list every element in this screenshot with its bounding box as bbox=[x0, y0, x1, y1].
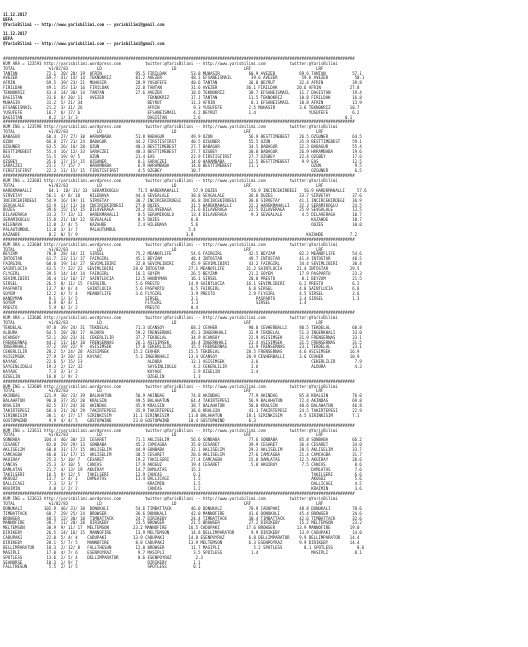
table-row: CANCAS 25.3 3/ 10/ 5 CANCAS 17.9 AKOGUZ 19.4 CESARET 5.8 AKUIRAY 7.5 CANCAS 8.6 bbox=[3, 461, 362, 467]
table-row: KAZAHDE 8.2 0/ 5/ 9 3.8 KAZAHDE 7.2 bbox=[3, 231, 358, 237]
table-row: KRAIMIN 4.0 1/ 2/ 2 CANCAS 1.2 KRAIMIN 3.6 bbox=[3, 486, 362, 492]
column-header-line: TOTAL %1/82/83 LD LD LRF LRF bbox=[3, 319, 324, 325]
table-row: TAKIRTEPESI 68.4 21/ 26/ 29 TAKIRTEPESI 35.9 TAKIRTEPESI 38.6 KRALSIN 41.1 TAKIRTEPESI 24.5 TAKIRTEPESI 22.9 bbox=[3, 407, 362, 413]
table-row: BALAHATUN 90.8 37/ 35/ 20 KRALSIN 49.5 BALAHATUN 64.4 TAKIRTEPESI 56.9 BALAHATUN 72.4 AKINDAG 69.8 bbox=[3, 398, 362, 404]
table-row: MELTEMSON 30.9 9/ 11/ 17 MELTEMSON 23.2 MANNOFIRE 16.5 CADUPAKI 17.6 BROWSER 13.9 MANNOFIRE 19.0 bbox=[3, 525, 360, 531]
race-title-line: KUM ARA = 123606 http://yarisbilimi.wordpress.com twitter:@YarisBilimi -- http://www.yarisbilimi.com twitter:@YarisBilimi bbox=[3, 315, 338, 321]
table-row: SERAMIKOGLU 15.0 21/ 10/ 22 SEVGALALE 8.5 DUZES 6.0 KAZAHDE 10.7 bbox=[3, 217, 362, 223]
table-row: INGERKHALI 37.2 19/ 22/ 9 ASISIMSEK 17.0 CEKERLILIR 15.5 FRENSERNAS 13.9 FRENSERNAS 23.1 TEKDELAL 23.1 bbox=[3, 344, 362, 350]
table-row: SEVGALALE 42.9 11/ 11/ 14 INCIRCEKIRDEGI 27.8 DUZES 31.5 HAREKMAHALLI 22.3 HAREKMAHALLI 32.3 SERAMIKOGLU 24.5 bbox=[3, 202, 362, 208]
table-row: UCANSOY 52.1 20/ 23/ 31 CEKERLILIR 37.7 TEKDELAL 34.9 UCANSOY 22.9 ASISIMSEK 31.9 FRENSERNAS 33.1 bbox=[3, 334, 362, 340]
table-row: TEKNOKRIZ 43.4 14/ 30/ 14 TANTAN 27.6 AVEZER 18.6 TEKNOKRIZ 30.7 EFSANEISMAIL 11.7 DAGISTAN 19.4 bbox=[3, 90, 362, 96]
race-title-line: KUM ING = 123609 http://yarisbilimi.wordpress.com twitter:@YarisBilimi -- http://www.yarisbilimi.com twitter:@YarisBilimi bbox=[3, 383, 338, 389]
table-row: AKINDAG 121.9 30/ 23/ 39 BALAHATUN 50.9 AKINDAG 74.8 AKINDAG 77.9 AKINDAG 85.8 KRALSIN 76.0 bbox=[3, 393, 362, 399]
table-row: SPOTLESS 13.6 2/ 5/ 4 DELLIMPARATOR 8.6 ESENPOYRAZ 2.3 bbox=[3, 554, 203, 560]
table-row: SAINTLUCIA 43.5 7/ 22/ 22 SEVIMLIBIRI 28.0 INTOSTAR 27.1 MEANOFLIFE 31.2 SAINTLUCIA 21.4 INTOSTAR 29.5 bbox=[3, 266, 360, 272]
table-row: MANNOFIRE 38.7 11/ 20/ 20 DIRIKEBY 23.5 BROWSER 21.5 BROWSER 27.2 DIRIKEBY 15.2 MELTEMSON 23.2 bbox=[3, 520, 362, 526]
table-row: SARACZEI 23.1 7/ 15/ 7 HARAMBABA 6.9 HARAMBABA 14.0 BESTTIMEBEST 11.1 OZUN 9.5 bbox=[3, 163, 362, 169]
section-divider: ################################################################################################################################################## bbox=[3, 491, 355, 497]
table-row: CADUPAKI 22.0 5/ 4/ 4 CADUPAKI 13.9 CADUPAKI 14.8 ESENPOYRAZ 6.8 DELLIMPARATOR 9.9 DELLIMPARATOR 14.4 bbox=[3, 535, 360, 541]
table-row: KRALSIN 82.5 37/ 24/ 36 AKINDAG 45.9 KRALSIN 38.7 BALAHATUN 50.0 KRALSIN 40.6 BALAHATUN 46.8 bbox=[3, 403, 362, 409]
table-row: DELLIMPARATOR 18.3 2/ 12/ 8 FALLTHESUN 12.8 BROWSER 11.7 MASIPLI 5.2 SPOTLESS 8.1 SPOTLESS 8.6 bbox=[3, 544, 365, 550]
table-row: EAS 51.5 19/ 9/ 5 OZUN 21.4 EAS 22.9 FIRSTISFIRST 27.7 OZGBEY 22.4 OZGBEY 17.6 bbox=[3, 153, 362, 159]
table-row: GOSTOPWIND 9.9 4/ 4/ 5 GOSTOPWIND 23.0 GOSTOPWIND 10.4 GOSTOPWIND 6.3 bbox=[3, 417, 256, 423]
table-row: HAREKMAHALLI 64.1 18/ 31/ 33 SERAMIKOGLU 71.5 HAREKMAHALLI 57.9 DUZES 56.9 INCIRCEKIRDEGI 56.9 HAREKMAHALLI 57.6 bbox=[3, 187, 367, 193]
race-title-line: KUM ING = 123601 http://yarisbilimi.wordpress.com twitter:@YarisBilimi -- http://www.yarisbilimi.com twitter:@YarisBilimi bbox=[3, 178, 338, 184]
header-line: @YarisBilimi -- http://www.yarisbilimi.com -- yarisbilimi@gmail.com bbox=[3, 41, 165, 47]
race-sections bbox=[3, 57, 525, 571]
table-row: DAMLATAS 21.7 4/ 13/ 19 AKUIRAY 14.7 DAMLATAS 15.3 DAMLATAS 7.6 bbox=[3, 466, 362, 472]
table-row: CAMCAGBA 46.0 31/ 17/ 15 AKLISELIM 30.5 CESARET 28.6 AKLISELIM 27.6 CAMCAGBA 21.4 CAMCAGBA 31.7 bbox=[3, 452, 362, 457]
table-row: CESARET 82.0 29/ 29/ 13 SONBABA 45.2 CAMCAGBA 35.0 CESARET 39.9 CESARET 36.4 CESARET 34.0 bbox=[3, 442, 362, 448]
table-row: AFRIN 69.5 39/ 23/ 21 MUHASIR 28.9 YUSUFEFE 40.6 TANTAN 36.8 BEYRUT 32.4 AFRIN 39.8 bbox=[3, 80, 362, 86]
header-line: UEFA bbox=[3, 16, 13, 22]
table-row: YUSUFEFE 16.7 6/ 17/ 6 EFSANEISMAIL 4.2 BEYRUT 1.4 YUSUFEFE 6.2 bbox=[3, 109, 360, 115]
header-line: @YarisBilimi -- http://www.yarisbilimi.com -- yarisbilimi@gmail.com bbox=[3, 21, 165, 27]
table-row: PRESTO 5.9 0/ 2/ 2 PRESTO 0.4 bbox=[3, 305, 199, 311]
section-divider: ################################################################################################################################################## bbox=[3, 55, 355, 61]
table-row: OZGUNER 63.5 26/ 16/ 20 OZUN 40.3 BESTTIMEBEST 27.7 BABAGUR 34.5 BABAGUR 32.3 BABAGUR 55.4 bbox=[3, 143, 362, 149]
table-row: MASIPLI 17.0 4/ 7/ 6 ESENPOYRAZ 9.7 MASIPLI 3.5 SPOTLESS 1.4 MASIPLI 8.1 bbox=[3, 549, 362, 555]
table-row: SIRVETAY 56.1 4/ 8/ 18 HILENAVA 44.4 SEVGALALE 38.8 SEVGALALE 36.8 DUZES 33.7 SIRVETAY 37.6 bbox=[3, 192, 362, 198]
table-row: BABAGUR 68.4 27/ 27/ 30 HARAMBABA 51.8 BABAGUR 49.9 OZUN 56.9 BESTTIMEBEST 26.5 OZGUNER 64.5 bbox=[3, 134, 362, 140]
section-divider: ################################################################################################################################################## bbox=[3, 119, 355, 125]
race-section bbox=[3, 424, 525, 492]
race-section bbox=[3, 57, 525, 121]
table-row: HILENAVA 12.0 2/ 4/ 5 KAZAHDE 2.4 HILENAVA 5.6 OUZES 10.0 bbox=[3, 222, 362, 228]
report-document bbox=[3, 3, 525, 644]
table-row: FIRILDAK 49.1 35/ 13/ 16 FIRILDAK 22.0 TANTAN 31.6 AVEZER 36.1 FIRILDAK 20.6 AFRIN 27.8 bbox=[3, 85, 360, 91]
column-header-line: TOTAL %1/82/83 LD LD LRF LRF bbox=[3, 432, 324, 438]
table-row: DALLICAGI 7.3 1/ 1/ 7 KRAIMIN 1.5 DALLICAGI 4.5 bbox=[3, 481, 362, 487]
section-divider: ################################################################################################################################################## bbox=[3, 236, 355, 242]
race-section bbox=[3, 492, 525, 570]
table-row: FALLTHESUN 5.5 2/ 1/ 5 SPOTLESS 0.1 bbox=[3, 564, 201, 570]
race-section bbox=[3, 380, 525, 424]
table-row: AVEZER 69.7 41/ 14/ 14 TEKNOKRIZ 81.2 AVEZER 48.1 EFSANEISMAIL 39.6 AVEZER 59.6 AVEZER 50.1 bbox=[3, 75, 365, 81]
table-row: ASISIMSEK 27.9 3/ 20/ 12 KAYAUC 5.3 INGERKHALI 13.4 UCANSOY 20.9 CEVHERBALLI 3.6 CEVHER 10.9 bbox=[3, 354, 360, 360]
section-divider: ################################################################################################################################################## bbox=[3, 378, 355, 384]
table-row: DIRIKEBY 26.5 14/ 16/ 15 MANNOFIRE 13.9 MELTEMSON 14.8 DELLIMPARATOR 9.9 DIRIKEBY 13.9 CADUPAKI 14.0 bbox=[3, 530, 362, 536]
report-header bbox=[3, 13, 525, 47]
table-row: DUZES 39.6 15/ 15/ 15 DILAVERAGA 24.2 OILAVERAGA 21.6 DILAVERAGA 22.5 DILAVERAGA 25.9 SEVGALALE 13.5 bbox=[3, 207, 362, 213]
table-row: PASPARTU 13.7 8/ 6/ 4 SAINTLUCIA 5.6 PASPARTU 6.5 FAIRGIRL 6.8 SIRSEL 4.8 SAINTLUCIA 6.8 bbox=[3, 285, 360, 291]
table-row: INTOSTAR 61.7 23/ 11/ 17 FAIRGIRL 45.1 BEYZAM 48.4 INTOSTAR 49.7 INTOSTAR 41.4 INTOSTAR 48.5 bbox=[3, 256, 362, 262]
table-row: OZGBEY 35.6 17/ 15/ 15 OZGUNER 8.1 SARACZEI 14.0 HARAMBABA 12.5 BESTTIMEBEST 9.9 EAS 12.5 bbox=[3, 158, 362, 164]
table-row: SOYEM 6.9 0/ 4/ 1 FLYGIRL 1.3 SIRSEL 1.4 bbox=[3, 300, 307, 306]
table-row: BEYZAM 70.8 28/ 16/ 21 SIRSEL 75.2 MEANOFLIFE 54.6 FAIRGIRL 42.5 BEYZAM 82.2 MEANOFLIFE 54.6 bbox=[3, 251, 362, 257]
table-row: DONUKALI 102.9 46/ 31/ 30 DONUKALI 54.6 TIMBATTACK 46.0 DONUKALI 70.9 CADUPAKI 48.8 DONUKALI 70.6 bbox=[3, 505, 362, 511]
table-row: FIRSTISFIRST 22.3 11/ 15/ 15 FIRSTISFIRST 4.5 OZGBEY 10.7 OZGUNER 6.5 bbox=[3, 168, 362, 174]
race-title-line: KUM ARA = 123593 http://yarisbilimi.wordpress.com twitter:@YarisBilimi -- http://www.yarisbilimi.com twitter:@YarisBilimi bbox=[3, 60, 338, 66]
table-row: DIRIKEBY 20.1 5/ 7/ 5 MANNOFIRE 8.8 CADUPAKI 13.9 MELTEMSON 6.3 ESENPOYRAZ 9.9 DIRIKEBY 14.4 bbox=[3, 540, 360, 546]
race-title-line: KUM ING = 123611 http://yarisbilimi.wordpress.com twitter:@YarisBilimi -- http://www.yarisbilimi.com twitter:@YarisBilimi bbox=[3, 427, 338, 433]
section-divider: ################################################################################################################################################## bbox=[3, 310, 355, 316]
table-row: HANDYMAN 9.1 1/ 3/ 5 SIRSEL 3.1 PASPARTU 3.4 SIRSEL 1.3 bbox=[3, 295, 360, 301]
table-row: OZGELIN 16.8 1/ 9/ 2 OZGELIN 1.3 bbox=[3, 373, 201, 379]
table-row: TAKILSERI 16.5 9/ 12/ 5 TAKILSERI 12.9 CANCAS 6.1 TAKILSERI 6.6 bbox=[3, 471, 362, 477]
table-row: TANTAN 72.1 20/ 20/ 19 AFRIN 95.5 FIRILDAK 53.8 MUHASIR 60.9 AVEZER 69.6 TANTAN 57.1 bbox=[3, 70, 362, 76]
table-row: DILAVERAGA 33.3 7/ 13/ 13 HAREKMAHALLI 8.5 SERAMIKOGLU 13.4 DILAVERAGA 9.3 SEVGALALE 4.5 DILAVERAGA 10.7 bbox=[3, 212, 362, 218]
table-row: AKLISELIM 60.8 31/ 17/ 15 AKLISELIM 44.9 SONBABA 32.1 AKLISELIM 29.2 AKLISELIM 28.5 AKLISELIM 33.7 bbox=[3, 447, 362, 453]
table-row: SIRINKISIM 30.1 4/ 17/ 17 SIRINKISIM 31.1 SIRINKISIM 11.0 BALAHATUN 18.1 SIRINKISIM 4.5 SIRINKISIM 7.1 bbox=[3, 412, 360, 418]
header-line: 11.12.2017 bbox=[3, 11, 28, 17]
table-row: EFSANEISMAIL 21.2 3/ 31/ 26 AFRIN 9.3 YUSUFEFE 2.5 MUHASIR 3.6 TEKNOKRIZ 10.7 bbox=[3, 104, 360, 110]
table-row: KAYAUC 22.6 5/ 15/ 13 ALDURA 12.1 ASISIMSEK 3.6 CEKERLILIR 7.9 bbox=[3, 359, 362, 365]
table-row: PALAUTUMBUL 11.0 3/ 3/ 7 PALAUTUMBUL 5.4 bbox=[3, 227, 196, 233]
table-row: OZUN 66.8 27/ 21/ 24 BABAGUR 44.2 FIRSTISFIRST 40.5 OZGUNER 55.5 OZUN 35.9 BESTTIMEBEST 59.1 bbox=[3, 139, 362, 144]
table-row: SIRSEL 26.5 0/ 11/ 15 FAIRGIRL 5.6 PRESTO 14.9 SAINTLUCIA 16.1 SEVIMLIBIRI 6.2 PRESTO 6.2 bbox=[3, 280, 360, 286]
table-row: BESTTIMEBEST 55.4 16/ 12/ 33 SARACZEI 40.3 BESTTIMEBEST 27.7 OZGBEY 30.0 BABAGUR 26.9 HARAMBABA 19.6 bbox=[3, 148, 362, 154]
column-header-line: TOTAL %1/82/83 LD LD LRF LRF bbox=[3, 500, 324, 506]
header-line: 11.12.2017 bbox=[3, 31, 28, 37]
table-row: SAYGINLIOGLU 19.3 2/ 12/ 32 SAYGINLIOGLU 4.2 CEKERLILIR 3.6 ALDURA 4.3 bbox=[3, 363, 362, 369]
table-row: TEKDELAL 97.8 39/ 24/ 31 TEKDELAL 71.3 UCANSOY 68.2 CEVHER 90.8 CEVHERBALLI 80.5 TEKDELAL 60.8 bbox=[3, 324, 362, 330]
column-header-line: TOTAL %1/82/83 LD LD LRF LRF bbox=[3, 183, 324, 189]
table-row: AKUIRAY 25.3 5/ 10/ 7 CESARET 19.2 TAKILSERI 27.4 CAMCAGBA 15.8 DAMLATAS 12.5 AKUIRAY 20.6 bbox=[3, 456, 362, 462]
race-title-line: KUM ARA = 123604 http://yarisbilimi.wordpress.com twitter:@YarisBilimi -- http://www.yarisbilimi.com twitter:@YarisBilimi bbox=[3, 241, 338, 247]
table-row: SEANORSE 10.3 1/ 9/ 7 DIRIKEBY 1.1 bbox=[3, 559, 201, 565]
table-row: ALDURA 64.5 28/ 28/ 17 ALDURA 59.2 FRENSERNAS 45.3 INGERKHALI 32.9 TEKDELAL 51.3 INGERKHALI 33.0 bbox=[3, 329, 362, 335]
column-header-line: TOTAL %1/82/83 LD LD LRF LRF bbox=[3, 65, 324, 71]
table-row: DAGISTAN 33.6 8/ 20/ 11 AVEZER TEKNOKRIZ 17.1 TANTAN 11.5 TEKNOKRIZ 10.8 FIRILDAK 16.8 bbox=[3, 94, 362, 100]
column-header-line: TOTAL %1/82/83 LD LD LRF LRF bbox=[3, 246, 324, 252]
table-row: BROWSER 48.5 12/ 30/ 10 TIMBATTACK 24.7 DIRIKEBY 24.4 TIMBATTACK 30.4 TIMBATTACK 42.6 TIMBATTACK 32.6 bbox=[3, 515, 362, 521]
race-section bbox=[3, 120, 525, 174]
race-title-line: KUM ING = 123613 http://yarisbilimi.wordpress.com twitter:@YarisBilimi -- http://www.yarisbilimi.com twitter:@YarisBilimi bbox=[3, 496, 338, 502]
table-row: SOYEM 12.2 6/ 7/ 4 MEANOFLIFE 3.6 FLYGIRL 3.9 PRESTO 2.9 FLYGIRL 4.5 SIRSEL 3.6 bbox=[3, 290, 360, 296]
table-row: SEVIMLIBIRI 36.4 11/ 16/ 17 SAINTLUCIA 12.5 HANDYMAN 16.1 SIRSEL 20.8 PRESTO 8.1 BEYZAM 21.5 bbox=[3, 275, 362, 281]
table-row: SONBABA 104.4 46/ 30/ 23 CESARET 71.1 AKLISELIM 56.6 SONBABA 77.6 SONBABA 85.8 SONBABA 66.2 bbox=[3, 437, 362, 443]
table-row: KAYAUC 7.3 3/ 3/ 2 KAYAUC 2.9 OZGELIN 2.4 bbox=[3, 368, 259, 374]
table-row: INCIRCEKIRDEGI 54.9 16/ 19/ 11 SIRVETAY 30.7 INCIRCEKIRDEGI 36.8 INCIRCEKIRDEGI 38.8 SIRVETAY 41.1 INCIRCEKIRDEGI 36.9 bbox=[3, 197, 362, 203]
header-line: UEFA bbox=[3, 36, 13, 42]
table-row: FRENSERNAS 44.2 11/ 16/ 10 FRENSERNAS 26.1 ASISIMSEK 34.4 INGERKHALI 21.4 ASISIMSEK 31.5 FRENSERNAS 31.5 bbox=[3, 339, 362, 345]
race-title-line: KUM ING = 123598 http://yarisbilimi.wordpress.com twitter:@YarisBilimi -- http://www.yarisbilimi.com twitter:@YarisBilimi bbox=[3, 124, 338, 130]
race-section bbox=[3, 174, 525, 238]
section-divider: ################################################################################################################################################## bbox=[3, 173, 355, 179]
column-header-line: TOTAL %1/82/83 LD LD LRF LRF bbox=[3, 388, 324, 394]
section-divider: ################################################################################################################################################## bbox=[3, 422, 355, 428]
table-row: MUHASIR 31.2 5/ 21/ 34 BEYRUT 11.3 AFRIN 8.1 EFSANEISMAIL 10.8 AFRIN 13.9 bbox=[3, 99, 362, 105]
table-row: TIMBATTACK 68.7 29/ 25/ 24 BROWSER 36.6 DONUKALI 42.0 MANNOFIRE 41.6 DONUKALI 45.4 BROWSER 34.6 bbox=[3, 510, 362, 516]
race-section bbox=[3, 311, 525, 379]
table-row: AKOGUZ 13.7 1/ 4/ 1 DAMLATAS 11.4 DALLICAGI 1.5 AKOGUZ 5.6 bbox=[3, 476, 362, 482]
table-row: FLYGIRL 39.5 14/ 14/ 14 FAIRGIRL 16.1 SOYEM 26.5 BEYZAM 21.2 SOYEM 17.9 PASPARTU 23.3 bbox=[3, 271, 362, 277]
table-row: CEKERLILIR 28.2 5/ 24/ 20 ASISIMSEK 15.2 CEVHER 15.5 TEKDELAL 20.5 FRENSERNAS 4.6 ASISIMSEK 16.9 bbox=[3, 349, 360, 355]
race-section bbox=[3, 238, 525, 311]
table-row: DAGISTAN 8.2 1/ 3/ 3 DAGISTAN 2.6 0.1 bbox=[3, 114, 353, 120]
column-header-line: TOTAL %1/82/83 LD LD LRF LRF bbox=[3, 129, 324, 135]
table-row: FAIRGIRL 60.0 19/ 14/ 27 SEVIMLIBIRI 32.8 SEVIMLIBIRI 45.9 SEVIMLIBIRI 43.2 FAIRGIRL 34.4 SEVIMLIBIRI 30.4 bbox=[3, 261, 362, 267]
